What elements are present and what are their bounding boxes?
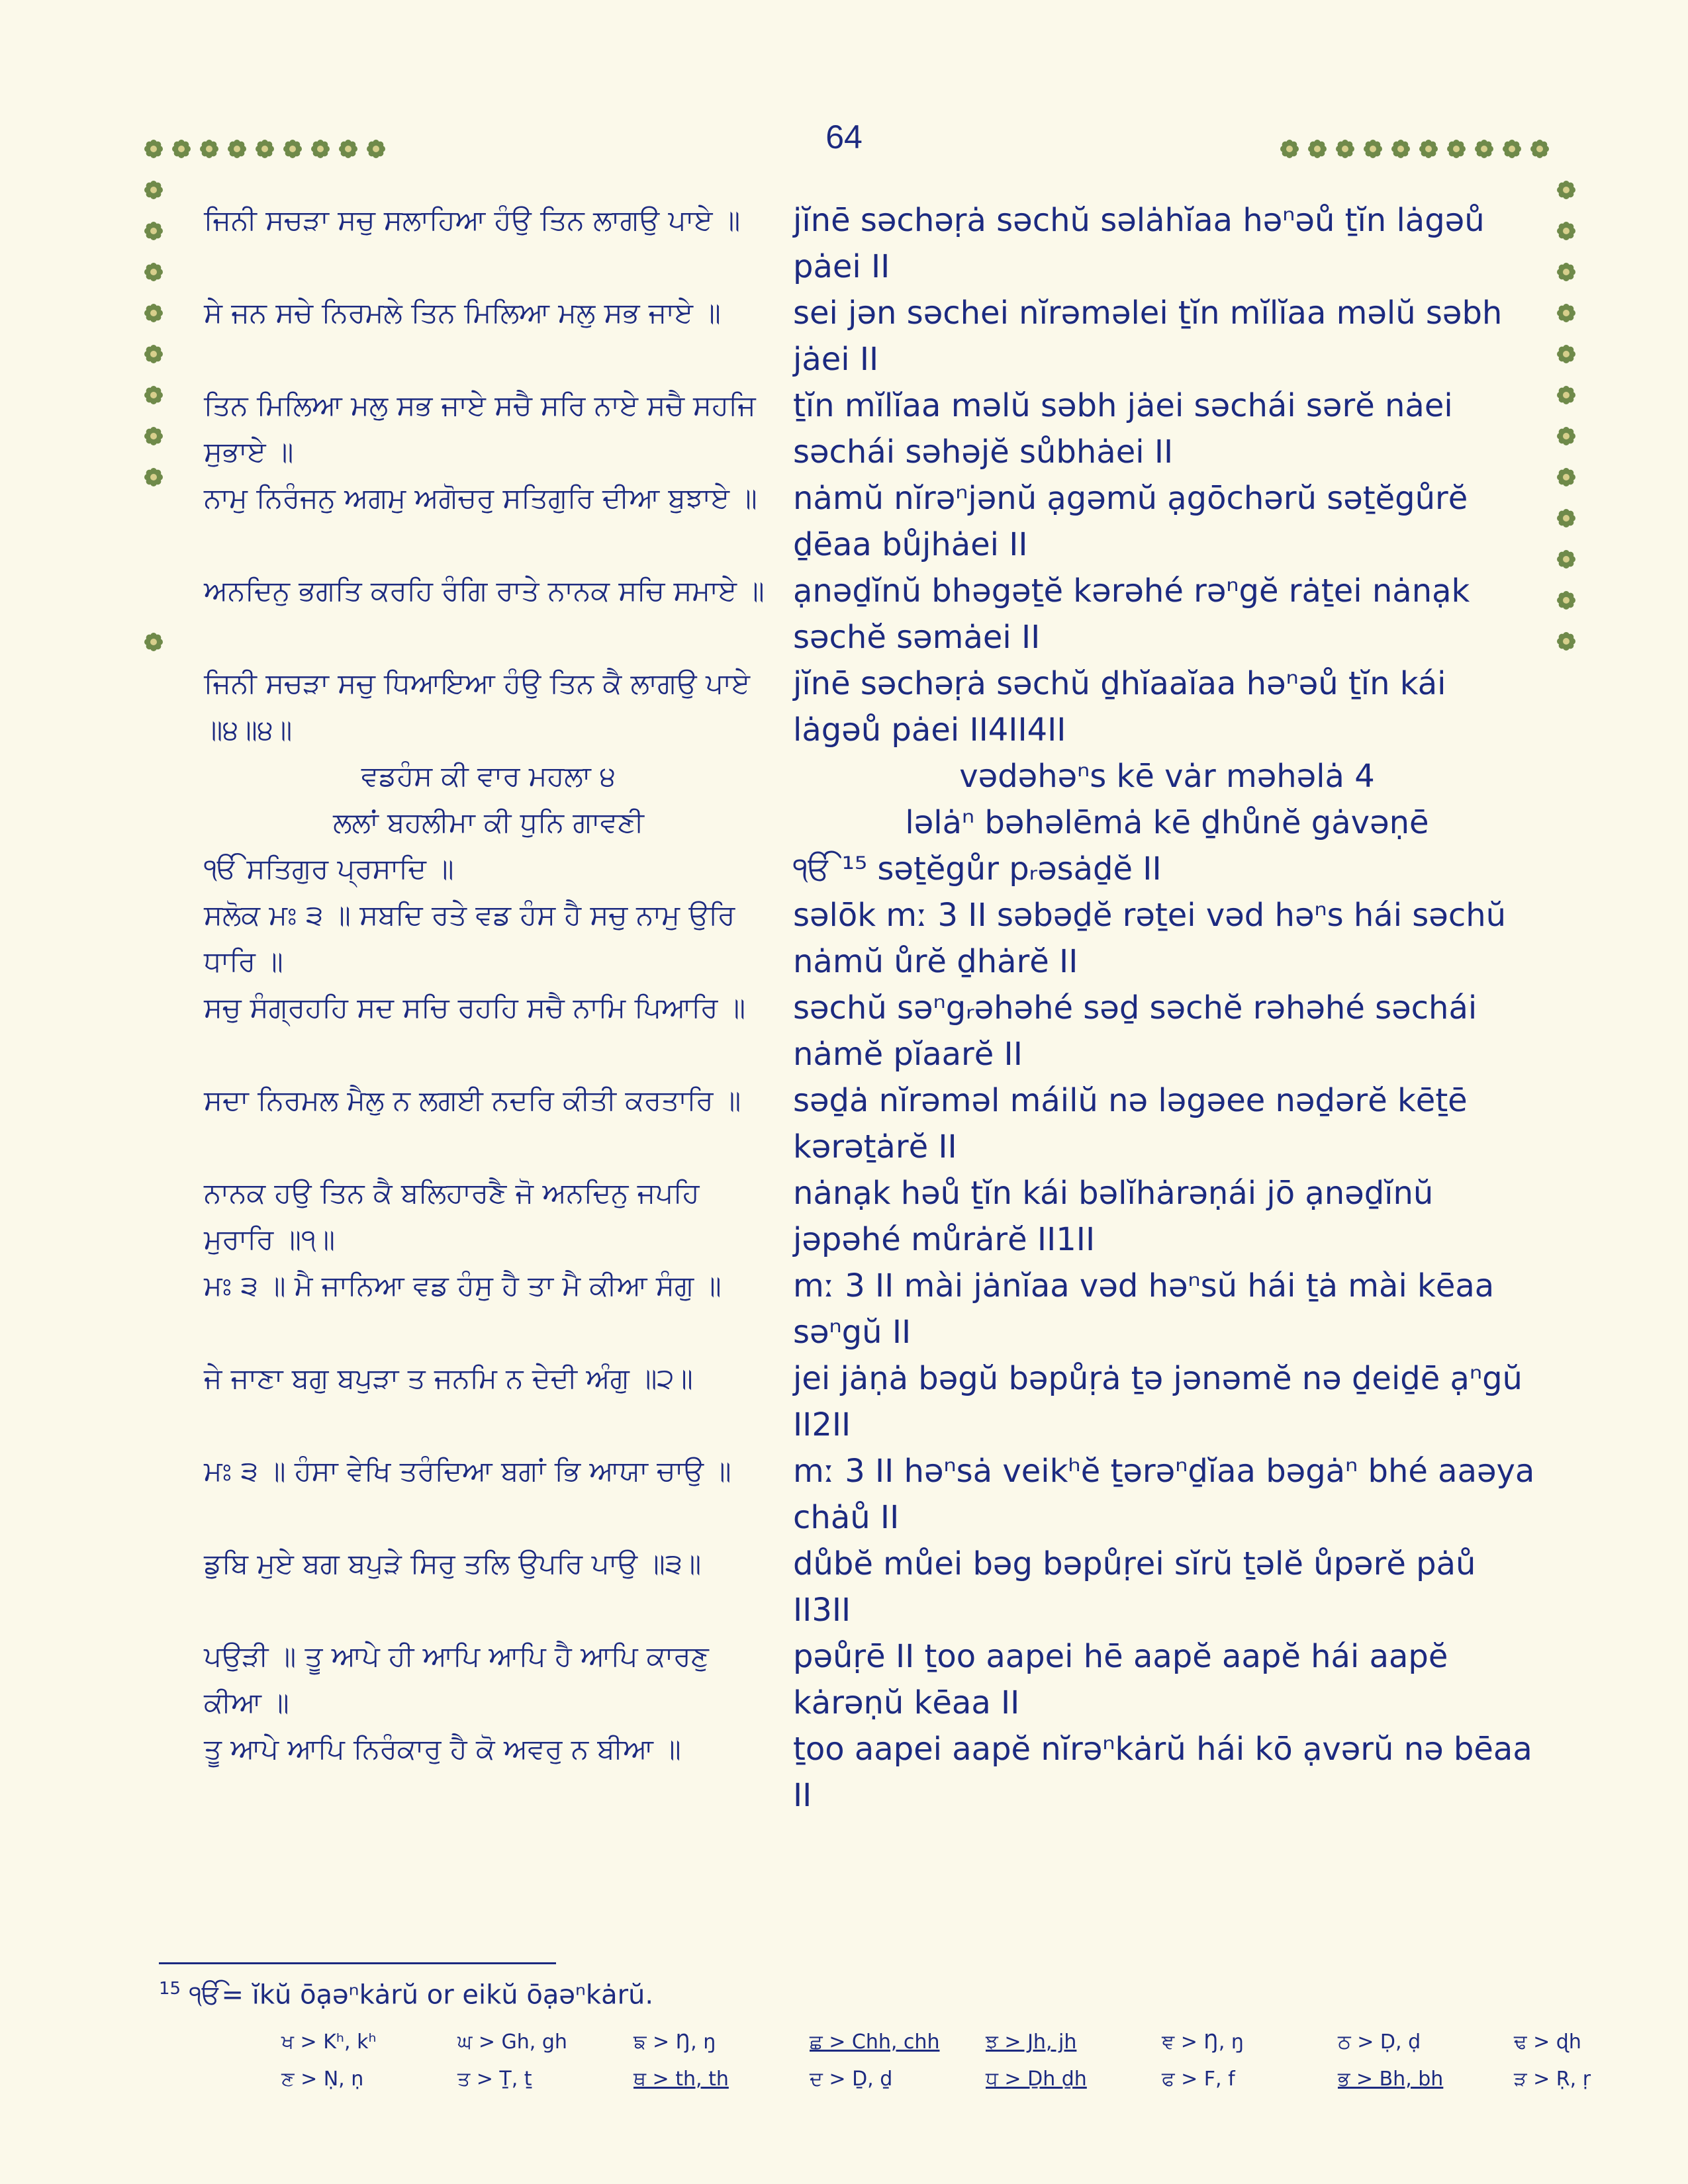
flower-ornament-icon xyxy=(1390,138,1411,159)
flower-ornament-icon xyxy=(143,426,164,447)
gurmukhi-text: ਜਿਨੀ ਸਚੜਾ ਸਚੁ ਧਿਆਇਆ ਹੰਉ ਤਿਨ ਕੈ ਲਾਗਉ ਪਾਏ ॥੪॥੪॥ xyxy=(204,667,751,746)
key-entry: ਦ > Ḏ, ḏ xyxy=(810,2068,893,2091)
transliteration-key xyxy=(281,2030,1688,2105)
flower-ornament-icon xyxy=(1556,467,1577,488)
key-entry: ਠ > Ḍ, ḍ xyxy=(1338,2030,1421,2054)
flower-ornament-icon xyxy=(282,138,303,159)
key-entry: ੜ > Ṛ, ṛ xyxy=(1514,2068,1591,2091)
flower-ornament-icon xyxy=(143,467,164,488)
verse-row xyxy=(204,1448,1548,1541)
flower-ornament-icon xyxy=(1556,302,1577,324)
transliteration-text: mː 3 II mài jȧnĭaa vəd həⁿsŭ hái ṯȧ mài kēaa səⁿgŭ II xyxy=(793,1267,1495,1351)
key-entry: ਢ > ɖh xyxy=(1514,2030,1581,2054)
flower-ornament-icon xyxy=(1279,138,1300,159)
flower-ornament-icon xyxy=(1362,138,1383,159)
transliteration-text: jĭnē səchəṛȧ səchŭ ḏhĭaaĭaa həⁿəů ṯĭn kái lȧgəů pȧei II4II4II xyxy=(793,665,1446,749)
key-row xyxy=(281,2030,1688,2068)
gurmukhi-text: ਜੇ ਜਾਣਾ ਬਗੁ ਬਪੁੜਾ ਤ ਜਨਮਿ ਨ ਦੇਦੀ ਅੰਗੁ ॥੨॥ xyxy=(204,1362,693,1394)
key-entry: ਣ > Ṇ, ṇ xyxy=(281,2068,364,2091)
footnote-text: ੴ= ĭkŭ ōạəⁿkȧrŭ or eikŭ ōạəⁿkȧrŭ. xyxy=(189,1979,654,2011)
footnote-number: 15 xyxy=(159,1979,181,1999)
verse-table xyxy=(204,197,1548,1819)
transliteration-text: ləlȧⁿ bəhəlēmȧ kē ḏhůnĕ gȧvəṇē xyxy=(905,804,1429,841)
flower-ornament-icon xyxy=(1556,508,1577,529)
flower-ornament-icon xyxy=(1556,343,1577,365)
flower-ornament-icon xyxy=(1446,138,1467,159)
gurmukhi-text: ਸਲੋਕ ਮਃ ੩ ॥ ਸਬਦਿ ਰਤੇ ਵਡ ਹੰਸ ਹੈ ਸਚੁ ਨਾਮੁ ਉਰਿ ਧਾਰਿ ॥ xyxy=(204,899,735,978)
transliteration-text: səchŭ səⁿgᵣəhəhé səḏ səchĕ rəhəhé səchái nȧmĕ pĭaarĕ II xyxy=(793,989,1477,1073)
verse-row xyxy=(204,197,1548,290)
transliteration-text: səḏȧ nĭrəməl máilŭ nə ləgəee nəḏərĕ kēṯē kərəṯȧrĕ II xyxy=(793,1082,1468,1165)
verse-row xyxy=(204,475,1548,568)
gurmukhi-text: ਸਦਾ ਨਿਰਮਲ ਮੈਲੁ ਨ ਲਗਈ ਨਦਰਿ ਕੀਤੀ ਕਰਤਾਰਿ ॥ xyxy=(204,1084,741,1116)
flower-ornament-icon xyxy=(1335,138,1356,159)
flower-ornament-icon xyxy=(1501,138,1523,159)
gurmukhi-text: ਮਃ ੩ ॥ ਮੈ ਜਾਨਿਆ ਵਡ ਹੰਸੁ ਹੈ ਤਾ ਮੈ ਕੀਆ ਸੰਗੁ ॥ xyxy=(204,1269,722,1302)
flower-ornament-icon xyxy=(143,302,164,324)
key-entry: ਫ > F, f xyxy=(1162,2068,1235,2091)
verse-row xyxy=(204,1077,1548,1170)
gurmukhi-text: ਨਾਨਕ ਹਉ ਤਿਨ ਕੈ ਬਲਿਹਾਰਣੈ ਜੋ ਅਨਦਿਨੁ ਜਪਹਿ ਮੁਰਾਰਿ ॥੧॥ xyxy=(204,1177,700,1255)
transliteration-text: vədəhəⁿs kē vȧr məhəlȧ 4 xyxy=(959,758,1375,795)
flower-ornament-icon xyxy=(1418,138,1439,159)
flower-ornament-icon xyxy=(1307,138,1328,159)
verse-row xyxy=(204,1263,1548,1355)
verse-row xyxy=(204,383,1548,475)
flower-ornament-icon xyxy=(338,138,359,159)
verse-row xyxy=(204,985,1548,1077)
transliteration-text: pəůṛē II ṯoo aapei hē aapĕ aapĕ hái aapĕ kȧrəṇŭ kēaa II xyxy=(793,1638,1448,1721)
verse-row xyxy=(204,1170,1548,1263)
key-entry: ਛ > Chh, chh xyxy=(810,2030,940,2054)
gurmukhi-text: ਨਾਮੁ ਨਿਰੰਜਨੁ ਅਗਮੁ ਅਗੋਚਰੁ ਸਤਿਗੁਰਿ ਦੀਆ ਬੁਝਾਏ ॥ xyxy=(204,482,757,514)
verse-row xyxy=(204,799,1548,846)
gurmukhi-text: ਸੇ ਜਨ ਸਚੇ ਨਿਰਮਲੇ ਤਿਨ ਮਿਲਿਆ ਮਲੁ ਸਭ ਜਾਏ ॥ xyxy=(204,296,721,329)
flower-ornament-icon xyxy=(254,138,275,159)
gurmukhi-text: ਤਿਨ ਮਿਲਿਆ ਮਲੁ ਸਭ ਜਾਏ ਸਚੈ ਸਰਿ ਨਾਏ ਸਚੈ ਸਹਜਿ ਸੁਭਾਏ ॥ xyxy=(204,389,756,468)
flower-ornament-icon xyxy=(1556,261,1577,283)
flower-ornament-icon xyxy=(1556,220,1577,242)
key-entry: ਥ > th, th xyxy=(633,2068,729,2091)
key-entry: ਞ > Ŋ, ŋ xyxy=(1162,2030,1244,2054)
gurmukhi-text: ਅਨਦਿਨੁ ਭਗਤਿ ਕਰਹਿ ਰੰਗਿ ਰਾਤੇ ਨਾਨਕ ਸਚਿ ਸਮਾਏ ॥ xyxy=(204,574,765,607)
verse-row xyxy=(204,892,1548,985)
gurmukhi-text: ੴ ਸਤਿਗੁਰ ਪ੍ਰਸਾਦਿ ॥ xyxy=(204,852,454,885)
gurmukhi-text: ਤੂ ਆਪੇ ਆਪਿ ਨਿਰੰਕਾਰੁ ਹੈ ਕੋ ਅਵਰੁ ਨ ਬੀਆ ॥ xyxy=(204,1733,681,1765)
key-entry: ਧ > Ḏh ḏh xyxy=(986,2068,1087,2091)
flower-ornament-icon xyxy=(365,138,387,159)
gurmukhi-text: ਪਉੜੀ ॥ ਤੂ ਆਪੇ ਹੀ ਆਪਿ ਆਪਿ ਹੈ ਆਪਿ ਕਾਰਣੁ ਕੀਆ ॥ xyxy=(204,1640,709,1719)
footnote-divider xyxy=(159,1962,556,1964)
key-entry: ਝ > Jh, jh xyxy=(986,2030,1077,2054)
verse-row xyxy=(204,753,1548,799)
key-entry: ਭ > Bh, bh xyxy=(1338,2068,1444,2091)
gurmukhi-text: ਡੁਬਿ ਮੁਏ ਬਗ ਬਪੁੜੇ ਸਿਰੁ ਤਲਿ ਉਪਰਿ ਪਾਉ ॥੩॥ xyxy=(204,1547,702,1580)
page-number: 64 xyxy=(825,118,863,156)
flower-ornament-icon xyxy=(1556,385,1577,406)
transliteration-text: jĭnē səchəṛȧ səchŭ səlȧhĭaa həⁿəů ṯĭn lȧgəů pȧei II xyxy=(793,202,1485,285)
footnote xyxy=(159,1979,653,2010)
transliteration-text: nȧnạk həů ṯĭn kái bəlĭhȧrəṇái jō ạnəḏĭnŭ jəpəhé můrȧrĕ II1II xyxy=(793,1175,1434,1258)
flower-ornament-icon xyxy=(143,138,164,159)
flower-ornament-icon xyxy=(171,138,192,159)
flower-ornament-icon xyxy=(310,138,331,159)
gurmukhi-text: ਲਲਾਂ ਬਹਲੀਮਾ ਕੀ ਧੁਨਿ ਗਾਵਣੀ xyxy=(333,806,644,839)
gurmukhi-text: ਜਿਨੀ ਸਚੜਾ ਸਚੁ ਸਲਾਹਿਆ ਹੰਉ ਤਿਨ ਲਾਗਉ ਪਾਏ ॥ xyxy=(204,204,741,236)
flower-ornament-icon xyxy=(1556,179,1577,201)
flower-ornament-icon xyxy=(143,631,164,653)
flower-ornament-icon xyxy=(143,343,164,365)
transliteration-text: nȧmŭ nĭrəⁿjənŭ ạgəmŭ ạgōchərŭ səṯĕgůrĕ ḏēaa bůjhȧei II xyxy=(793,480,1468,563)
verse-row xyxy=(204,1355,1548,1448)
key-entry: ਤ > Ṯ, ṯ xyxy=(457,2068,532,2091)
verse-row xyxy=(204,1633,1548,1726)
flower-ornament-icon xyxy=(143,179,164,201)
key-entry: ਙ > Ŋ, ŋ xyxy=(633,2030,716,2054)
flower-ornament-icon xyxy=(1556,631,1577,652)
transliteration-text: jei jȧṇȧ bəgŭ bəpůṛȧ ṯə jənəmĕ nə ḏeiḏē ạⁿgŭ II2II xyxy=(793,1360,1523,1443)
verse-row xyxy=(204,290,1548,383)
flower-ornament-icon xyxy=(1556,426,1577,447)
transliteration-text: səlōk mː 3 II səbəḏĕ rəṯei vəd həⁿs hái səchŭ nȧmŭ ůrĕ ḏhȧrĕ II xyxy=(793,897,1507,980)
flower-ornament-icon xyxy=(226,138,248,159)
key-entry: ਖ > Kʰ, kʰ xyxy=(281,2030,377,2054)
transliteration-text: sei jən səchei nĭrəməlei ṯĭn mĭlĭaa məlŭ səbh jȧei II xyxy=(793,295,1503,378)
flower-ornament-icon xyxy=(143,220,164,242)
verse-row xyxy=(204,568,1548,660)
flower-ornament-icon xyxy=(199,138,220,159)
transliteration-text: mː 3 II həⁿsȧ veikʰĕ ṯərəⁿḏĭaa bəgȧⁿ bhé aaəya chȧů II xyxy=(793,1453,1535,1536)
flower-ornament-icon xyxy=(1556,549,1577,570)
flower-ornament-icon xyxy=(1474,138,1495,159)
flower-ornament-icon xyxy=(1556,590,1577,611)
flower-ornament-icon xyxy=(1529,138,1550,159)
key-row xyxy=(281,2068,1688,2105)
transliteration-text: ṯĭn mĭlĭaa məlŭ səbh jȧei səchái sərĕ nȧei səchái səhəjĕ sůbhȧei II xyxy=(793,387,1453,471)
transliteration-text: ṯoo aapei aapĕ nĭrəⁿkȧrŭ hái kō ạvərŭ nə bēaa II xyxy=(793,1731,1532,1814)
verse-row xyxy=(204,660,1548,753)
gurmukhi-text: ਵਡਹੰਸ ਕੀ ਵਾਰ ਮਹਲਾ ੪ xyxy=(361,760,616,792)
key-entry: ਘ > Gh, gh xyxy=(457,2030,567,2054)
transliteration-text: ੴ ¹⁵ səṯĕgůr pᵣəsȧḏĕ II xyxy=(793,850,1162,887)
gurmukhi-text: ਮਃ ੩ ॥ ਹੰਸਾ ਵੇਖਿ ਤਰੰਦਿਆ ਬਗਾਂ ਭਿ ਆਯਾ ਚਾਉ ॥ xyxy=(204,1455,731,1487)
verse-row xyxy=(204,846,1548,892)
flower-ornament-icon xyxy=(143,261,164,283)
verse-row xyxy=(204,1541,1548,1633)
flower-ornament-icon xyxy=(143,385,164,406)
gurmukhi-text: ਸਚੁ ਸੰਗ੍ਰਹਹਿ ਸਦ ਸਚਿ ਰਹਹਿ ਸਚੈ ਨਾਮਿ ਪਿਆਰਿ ॥ xyxy=(204,991,746,1024)
transliteration-text: ạnəḏĭnŭ bhəgəṯĕ kərəhé rəⁿgĕ rȧṯei nȧnạk səchĕ səmȧei II xyxy=(793,572,1470,656)
verse-row xyxy=(204,1726,1548,1819)
transliteration-text: důbĕ můei bəg bəpůṛei sĭrŭ ṯəlĕ ůpərĕ pȧů II3II xyxy=(793,1545,1476,1629)
